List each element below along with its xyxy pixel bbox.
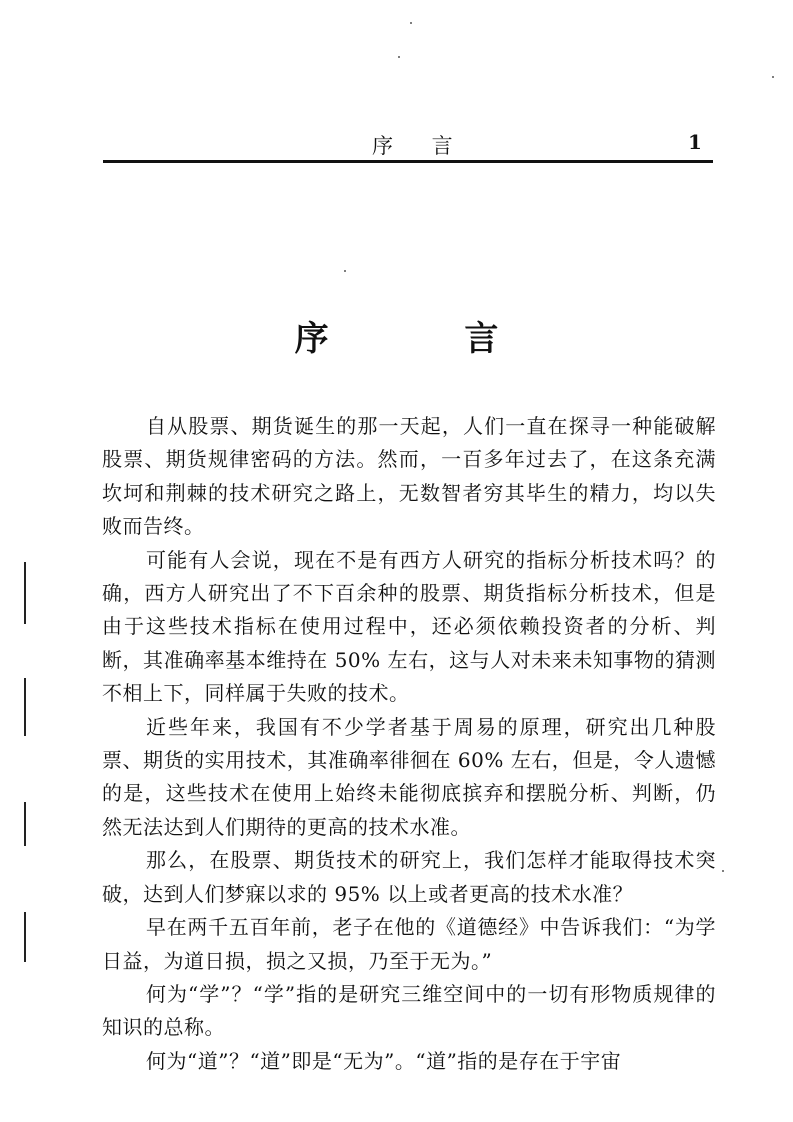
- scan-speck: [722, 870, 724, 872]
- paragraph: 可能有人会说，现在不是有西方人研究的指标分析技术吗？的确，西方人研究出了不下百余种的股票、期货指标分析技术，但是由于这些技术指标在使用过程中，还必须依赖投资者的分析、判断，其准确率基本维持在 50% 左右，这与人对未来未知事物的猜测不相上下，同样属于失败的技术。: [102, 547, 716, 706]
- paragraph: 何为“道”？“道”即是“无为”。“道”指的是存在于宇宙: [146, 1048, 622, 1073]
- paragraph: 早在两千五百年前，老子在他的《道德经》中告诉我们：“为学日益，为道日损，损之又损，乃至于无为。”: [102, 915, 716, 973]
- scan-speck: [344, 270, 346, 272]
- running-header: [0, 0, 793, 170]
- header-rule: [103, 160, 713, 163]
- scan-margin-mark: [24, 562, 26, 624]
- chapter-title: 序 言: [294, 319, 561, 359]
- body-text: [102, 410, 716, 1078]
- scan-speck: [410, 22, 412, 24]
- scan-margin-mark: [24, 802, 26, 846]
- page-number: 1: [688, 130, 702, 154]
- paragraph: 那么，在股票、期货技术的研究上，我们怎样才能取得技术突破，达到人们梦寐以求的 95% 以上或者更高的技术水准？: [102, 848, 716, 906]
- scan-margin-mark: [24, 912, 26, 962]
- paragraph: 自从股票、期货诞生的那一天起，人们一直在探寻一种能破解股票、期货规律密码的方法。然而，一百多年过去了，在这条充满坎坷和荆棘的技术研究之路上，无数智者穷其毕生的精力，均以失败而告终。: [102, 414, 716, 539]
- paragraph: 何为“学”？“学”指的是研究三维空间中的一切有形物质规律的知识的总称。: [102, 981, 716, 1040]
- running-header-title: 序 言: [372, 134, 469, 158]
- scan-margin-mark: [24, 678, 26, 736]
- scan-speck: [398, 56, 400, 58]
- paragraph: 近些年来，我国有不少学者基于周易的原理，研究出几种股票、期货的实用技术，其准确率徘徊在 60% 左右，但是，令人遗憾的是，这些技术在使用上始终未能彻底摈弃和摆脱分析、判断，仍然无法达到人们期待的更高的技术水准。: [102, 714, 716, 839]
- scan-speck: [772, 76, 774, 78]
